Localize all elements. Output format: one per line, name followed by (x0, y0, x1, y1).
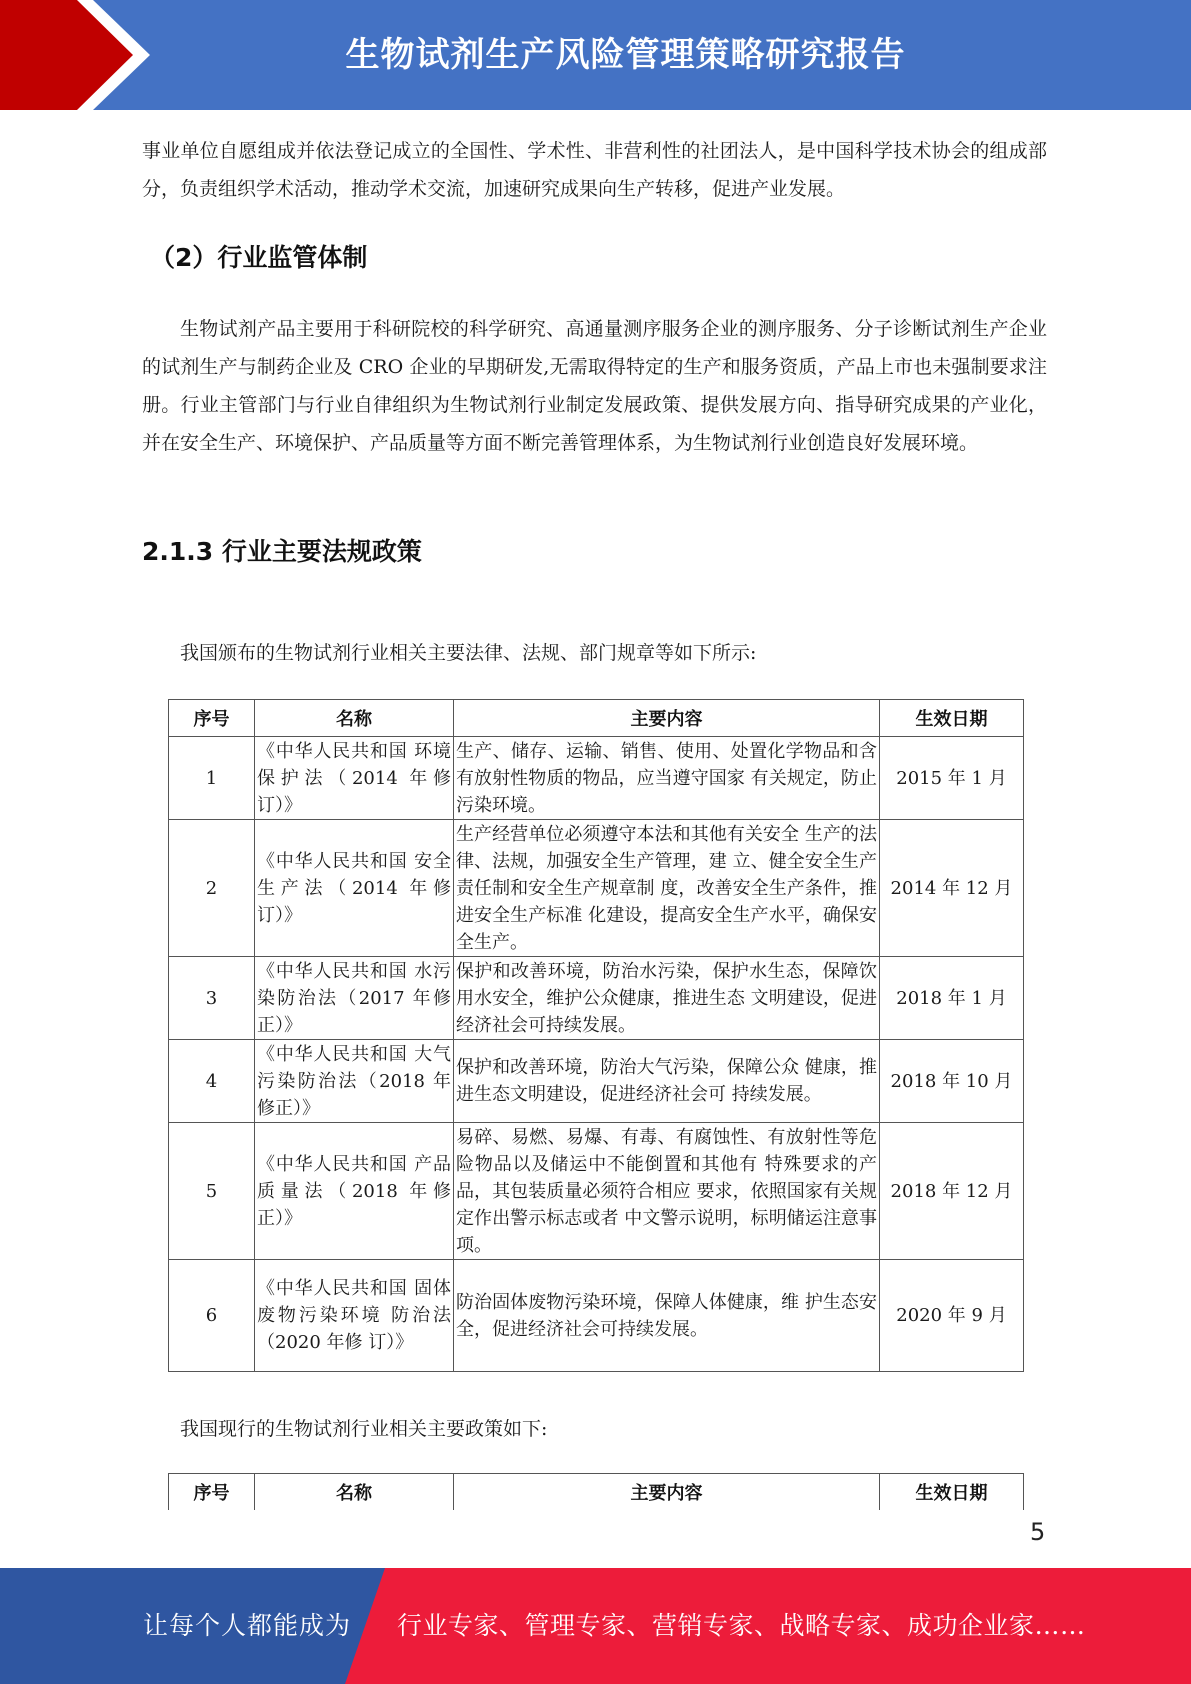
effective-date: 2020 年 9 月 (880, 1260, 1024, 1372)
table-row (169, 737, 1024, 820)
laws-intro-block (142, 634, 1047, 672)
row-number: 1 (169, 737, 255, 820)
column-header-name: 名称 (255, 700, 454, 737)
column-header-date: 生效日期 (880, 700, 1024, 737)
effective-date: 2018 年 1 月 (880, 957, 1024, 1040)
table-header-row (169, 1474, 1024, 1511)
table-header-row (169, 700, 1024, 737)
column-header-name: 名称 (255, 1474, 454, 1511)
law-name: 《中华人民共和国 环境保护法（2014 年修订）》 (255, 737, 454, 820)
table-row (169, 957, 1024, 1040)
column-header-no: 序号 (169, 700, 255, 737)
laws-table (168, 699, 1024, 1372)
law-content: 生产、储存、运输、销售、使用、处置化学物品和含有放射性物质的物品，应当遵守国家 有关规定，防止污染环境。 (454, 737, 880, 820)
header-red-chevron (0, 0, 150, 110)
law-content: 保护和改善环境，防治水污染，保护水生态，保障饮用水安全，维护公众健康，推进生态 文明建设，促进经济社会可持续发展。 (454, 957, 880, 1040)
row-number: 5 (169, 1123, 255, 1260)
law-content: 易碎、易燃、易爆、有毒、有腐蚀性、有放射性等危险物品以及储运中不能倒置和其他有 特殊要求的产品，其包装质量必须符合相应 要求，依照国家有关规定作出警示标志或者 中文警示说明，标明储运注意事项。 (454, 1123, 880, 1260)
table-row (169, 1123, 1024, 1260)
regulation-paragraph: 生物试剂产品主要用于科研院校的科学研究、高通量测序服务企业的测序服务、分子诊断试剂生产企业的试剂生产与制药企业及 CRO 企业的早期研发,无需取得特定的生产和服务资质，产品上市也未强制要求注册。行业主管部门与行业自律组织为生物试剂行业制定发展政策、提供发展方向、指导研究成果的产业化，并在安全生产、环境保护、产品质量等方面不断完善管理体系，为生物试剂行业创造良好发展环境。 (142, 318, 1047, 454)
law-name: 《中华人民共和国 固体废物污染环境 防治法（2020 年修 订）》 (255, 1260, 454, 1372)
law-name: 《中华人民共和国 水污染防治法（2017 年修正）》 (255, 957, 454, 1040)
policies-table (168, 1473, 1024, 1510)
regulation-heading-block (142, 238, 1047, 274)
law-name: 《中华人民共和国 大气污染防治法（2018 年修正）》 (255, 1040, 454, 1123)
laws-heading: 2.1.3 行业主要法规政策 (142, 537, 422, 566)
page-header (0, 0, 1191, 110)
regulation-section (142, 310, 1047, 462)
column-header-no: 序号 (169, 1474, 255, 1511)
table-row (169, 1260, 1024, 1372)
law-content: 保护和改善环境，防治大气污染，保障公众 健康，推进生态文明建设，促进经济社会可 持续发展。 (454, 1040, 880, 1123)
footer-slogan-left: 让每个人都能成为 (143, 1611, 352, 1640)
effective-date: 2014 年 12 月 (880, 820, 1024, 957)
column-header-content: 主要内容 (454, 1474, 880, 1511)
row-number: 4 (169, 1040, 255, 1123)
law-content: 生产经营单位必须遵守本法和其他有关安全 生产的法律、法规，加强安全生产管理，建 立、健全安全生产责任制和安全生产规章制 度，改善安全生产条件，推进安全生产标准 化建设，提高安全生产水平，确保安全生产。 (454, 820, 880, 957)
column-header-content: 主要内容 (454, 700, 880, 737)
table-row (169, 820, 1024, 957)
footer-slogan-right: 行业专家、管理专家、营销专家、战略专家、成功企业家…… (397, 1611, 1086, 1640)
law-content: 防治固体废物污染环境，保障人体健康，维 护生态安全，促进经济社会可持续发展。 (454, 1260, 880, 1372)
law-name: 《中华人民共和国 产品质量法（2018 年修正）》 (255, 1123, 454, 1260)
policy-intro: 我国现行的生物试剂行业相关主要政策如下: (180, 1418, 548, 1440)
row-number: 2 (169, 820, 255, 957)
effective-date: 2018 年 10 月 (880, 1040, 1024, 1123)
effective-date: 2015 年 1 月 (880, 737, 1024, 820)
laws-heading-block (142, 532, 1047, 568)
column-header-date: 生效日期 (880, 1474, 1024, 1511)
report-title: 生物试剂生产风险管理策略研究报告 (345, 35, 906, 75)
page-footer (0, 1568, 1191, 1684)
intro-section (142, 132, 1047, 208)
regulation-heading: （2）行业监管体制 (150, 243, 368, 272)
row-number: 6 (169, 1260, 255, 1372)
table-row (169, 1040, 1024, 1123)
effective-date: 2018 年 12 月 (880, 1123, 1024, 1260)
intro-paragraph: 事业单位自愿组成并依法登记成立的全国性、学术性、非营利性的社团法人，是中国科学技术协会的组成部分，负责组织学术活动，推动学术交流，加速研究成果向生产转移，促进产业发展。 (142, 140, 1047, 200)
laws-intro: 我国颁布的生物试剂行业相关主要法律、法规、部门规章等如下所示: (180, 642, 757, 664)
law-name: 《中华人民共和国 安全生产法（2014 年修订）》 (255, 820, 454, 957)
policy-intro-block (142, 1410, 1047, 1448)
page-number: 5 (1030, 1518, 1046, 1546)
row-number: 3 (169, 957, 255, 1040)
